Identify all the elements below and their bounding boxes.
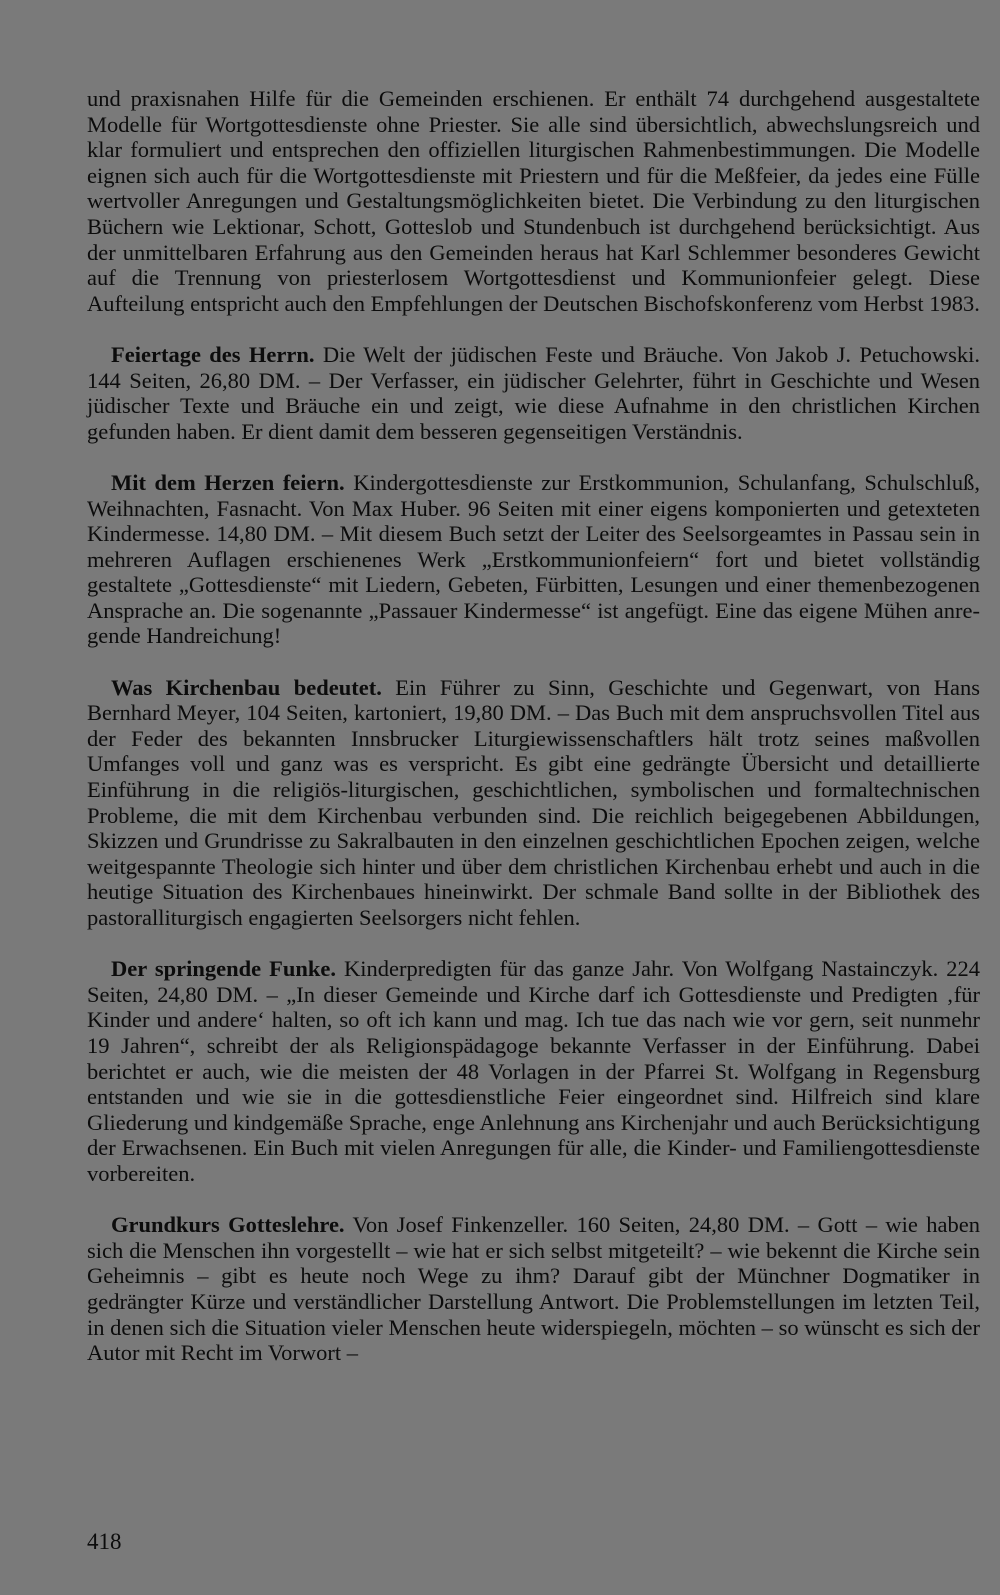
main-text xyxy=(87,86,980,1391)
review-title: Grundkurs Gotteslehre. xyxy=(111,1212,345,1238)
review-feiertage-des-herrn xyxy=(87,342,980,444)
review-body: Kindergottesdienste zur Erstkommunion, Schulanfang, Schulschluß, Weihnachten, Fasnacht. Von Max Huber. 96 Seiten mit einer eigens komponierten und getexteten Kindermesse. 14,80 DM. – Mit diesem Buch setzt der Leiter des Seelsorgeamtes in Passau sein in mehreren Auflagen erschienenes Werk „Erstkommunionfeiern“ fort und bietet vollständig gestaltete „Gottesdienste“ mit Liedern, Gebeten, Fürbitten, Lesungen und einer themenbezogenen Ansprache an. Die sogenannte „Passauer Kindermesse“ ist angefügt. Eine das eigene Mühen anregende Handreichung! xyxy=(87,469,980,649)
review-mit-dem-herzen-feiern xyxy=(87,470,980,649)
review-title: Mit dem Herzen feiern. xyxy=(111,469,345,495)
review-title: Feiertage des Herrn. xyxy=(111,341,315,367)
review-body: Von Josef Finkenzeller. 160 Seiten, 24,80 DM. – Gott – wie haben sich die Menschen ihn vorgestellt – wie hat er sich selbst mitgeteilt? – wie bekennt die Kirche sein Geheimnis – gibt es heute noch Wege zu ihm? Darauf gibt der Münchner Dogmatiker in gedrängter Kürze und verständlicher Darstellung Antwort. Die Problemstellungen im letzten Teil, in denen sich die Situation vieler Menschen heute widerspiegeln, möchten – so wünscht es sich der Autor mit Recht im Vorwort – xyxy=(87,1212,980,1366)
review-body: Die Welt der jüdischen Feste und Bräuche. Von Jakob J. Petuchowski. 144 Seiten, 26,80 DM. – Der Verfasser, ein jüdischer Gelehrter, führt in Geschichte und Wesen jüdischer Texte und Bräuche ein und zeigt, wie diese Aufnahme in den christlichen Kirchen gefunden haben. Er dient damit dem besseren gegenseitigen Verständnis. xyxy=(87,341,980,444)
review-title: Was Kirchenbau bedeutet. xyxy=(111,674,382,700)
review-was-kirchenbau-bedeutet xyxy=(87,675,980,931)
intro-paragraph: und praxisnahen Hilfe für die Gemeinden erschienen. Er enthält 74 durchgehend ausgestaltete Modelle für Wortgottesdienste ohne Priester. Sie alle sind übersichtlich, abwechslungsreich und klar formuliert und entsprechen den offiziellen liturgischen Rahmenbestimmungen. Die Modelle eignen sich auch für die Wortgottesdienste mit Priestern und für die Meßfeier, da jedes eine Fülle wertvoller Anregungen und Gestaltungsmöglichkeiten bietet. Die Verbindung zu den liturgischen Büchern wie Lektionar, Schott, Gotteslob und Stundenbuch ist durchgehend berücksichtigt. Aus der unmittelbaren Erfahrung aus den Gemeinden heraus hat Karl Schlemmer besonderes Gewicht auf die Trennung von priesterlosem Wortgottesdienst und Kommunionfeier gelegt. Diese Aufteilung entspricht auch den Empfehlungen der Deutschen Bischofskonferenz vom Herbst 1983. xyxy=(87,86,980,316)
review-grundkurs-gotteslehre xyxy=(87,1212,980,1366)
review-der-springende-funke xyxy=(87,956,980,1186)
review-title: Der springende Funke. xyxy=(111,956,337,982)
page-number: 418 xyxy=(87,1529,122,1554)
review-body: Kinderpredigten für das ganze Jahr. Von Wolfgang Nastainczyk. 224 Seiten, 24,80 DM. – „In dieser Gemeinde und Kirche darf ich Gottesdienste und Predigten ‚für Kinder und andere‘ halten, so oft ich kann und mag. Ich tue das nach wie vor gern, seit nunmehr 19 Jahren“, schreibt der als Religionspädagoge bekannte Verfasser in der Einführung. Dabei berichtet er auch, wie die meisten der 48 Vorlagen in der Pfarrei St. Wolfgang in Regensburg entstanden und wie sie in die gottesdienstliche Feier eingeordnet sind. Hilfreich sind klare Gliederung und kindgemäße Sprache, enge Anlehnung ans Kirchenjahr und auch Berücksichtigung der Erwachsenen. Ein Buch mit vielen Anregungen für alle, die Kinder- und Familiengottesdienste vorbereiten. xyxy=(87,956,980,1186)
review-body: Ein Führer zu Sinn, Geschichte und Gegenwart, von Hans Bernhard Meyer, 104 Seiten, kartoniert, 19,80 DM. – Das Buch mit dem anspruchsvollen Titel aus der Feder des bekannten Innsbrucker Liturgiewissenschaftlers hält trotz seines maßvollen Umfanges voll und ganz was es verspricht. Es gibt eine gedrängte Übersicht und detaillierte Einführung in die religiös-liturgischen, geschichtlichen, symbolischen und formaltechnischen Probleme, die mit dem Kirchenbau verbunden sind. Die reichlich beigegebenen Abbildungen, Skizzen und Grundrisse zu Sakralbauten in den einzelnen geschichtlichen Epochen zeigen, welche weitgespannte Theologie sich hinter und über dem christlichen Kirchenbau erhebt und auch in die heutige Situation des Kirchenbaues hineinwirkt. Der schmale Band sollte in der Bibliothek des pastoralliturgisch engagierten Seelsorgers nicht fehlen. xyxy=(87,674,980,930)
